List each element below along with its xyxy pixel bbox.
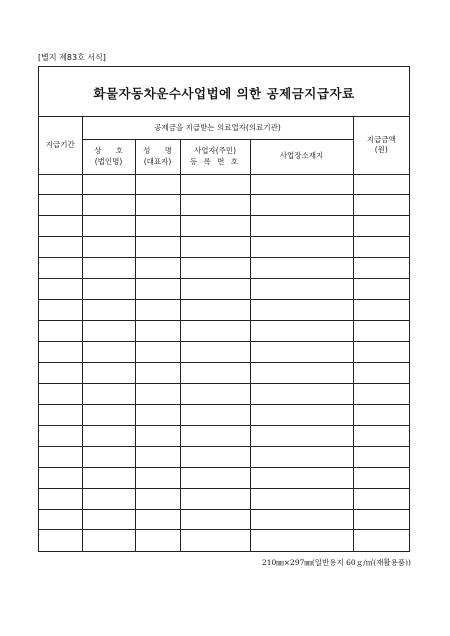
table-row xyxy=(39,258,409,279)
header-biz-no-sub: 등 록 번 호 xyxy=(189,156,241,166)
cell-biz-no[interactable] xyxy=(180,342,250,363)
header-biz-no-label: 사업자(주민) xyxy=(193,146,237,156)
cell-biz-no[interactable] xyxy=(180,425,250,446)
cell-trade-name[interactable] xyxy=(82,174,135,195)
cell-address[interactable] xyxy=(250,446,353,467)
cell-name[interactable] xyxy=(135,195,180,216)
cell-amount[interactable] xyxy=(353,342,409,363)
cell-period[interactable] xyxy=(39,530,82,551)
cell-name[interactable] xyxy=(135,509,180,530)
cell-amount[interactable] xyxy=(353,279,409,300)
cell-period[interactable] xyxy=(39,279,82,300)
cell-name[interactable] xyxy=(135,174,180,195)
cell-address[interactable] xyxy=(250,342,353,363)
cell-name[interactable] xyxy=(135,321,180,342)
cell-amount[interactable] xyxy=(353,446,409,467)
table-row xyxy=(39,279,409,300)
table-row xyxy=(39,383,409,404)
cell-biz-no[interactable] xyxy=(180,404,250,425)
cell-trade-name[interactable] xyxy=(82,216,135,237)
header-address xyxy=(250,139,353,174)
header-name-sub: (대표자) xyxy=(143,156,172,166)
cell-amount[interactable] xyxy=(353,530,409,551)
form-frame xyxy=(38,66,410,552)
cell-amount[interactable] xyxy=(353,321,409,342)
header-provider-group-label: 공제금을 지급받는 의료업자(의료기관) xyxy=(154,122,281,132)
cell-period[interactable] xyxy=(39,195,82,216)
form-title: 화물자동차운수사업법에 의한 공제금지급자료 xyxy=(93,85,355,101)
cell-biz-no[interactable] xyxy=(180,446,250,467)
cell-address[interactable] xyxy=(250,530,353,551)
table-row xyxy=(39,530,409,551)
cell-name[interactable] xyxy=(135,342,180,363)
cell-name[interactable] xyxy=(135,300,180,321)
cell-biz-no[interactable] xyxy=(180,258,250,279)
cell-name[interactable] xyxy=(135,467,180,488)
cell-address[interactable] xyxy=(250,509,353,530)
cell-period[interactable] xyxy=(39,321,82,342)
cell-name[interactable] xyxy=(135,279,180,300)
cell-name[interactable] xyxy=(135,216,180,237)
cell-trade-name[interactable] xyxy=(82,509,135,530)
cell-period[interactable] xyxy=(39,216,82,237)
header-trade-name-label: 상 호 xyxy=(94,146,129,156)
table-row xyxy=(39,488,409,509)
cell-trade-name[interactable] xyxy=(82,342,135,363)
cell-amount[interactable] xyxy=(353,425,409,446)
table-row xyxy=(39,446,409,467)
header-name xyxy=(135,139,180,174)
cell-trade-name[interactable] xyxy=(82,488,135,509)
cell-name[interactable] xyxy=(135,258,180,279)
header-address-label: 사업장소재지 xyxy=(279,151,324,161)
cell-biz-no[interactable] xyxy=(180,467,250,488)
cell-trade-name[interactable] xyxy=(82,195,135,216)
table-row xyxy=(39,425,409,446)
cell-name[interactable] xyxy=(135,383,180,404)
cell-name[interactable] xyxy=(135,488,180,509)
table-row xyxy=(39,195,409,216)
cell-address[interactable] xyxy=(250,258,353,279)
table-row xyxy=(39,342,409,363)
paper-spec-footer: 210㎜×297㎜(일반용지 60ｇ/㎡(재활용품)) xyxy=(261,558,411,567)
table-row xyxy=(39,404,409,425)
cell-name[interactable] xyxy=(135,237,180,258)
cell-period[interactable] xyxy=(39,237,82,258)
cell-biz-no[interactable] xyxy=(180,174,250,195)
cell-amount[interactable] xyxy=(353,174,409,195)
cell-biz-no[interactable] xyxy=(180,216,250,237)
table-row xyxy=(39,509,409,530)
cell-period[interactable] xyxy=(39,488,82,509)
cell-biz-no[interactable] xyxy=(180,488,250,509)
table-row xyxy=(39,216,409,237)
table-row xyxy=(39,321,409,342)
cell-biz-no[interactable] xyxy=(180,321,250,342)
cell-amount[interactable] xyxy=(353,195,409,216)
cell-trade-name[interactable] xyxy=(82,467,135,488)
form-number-label: [별지 제83호 서식] xyxy=(38,53,106,62)
cell-trade-name[interactable] xyxy=(82,530,135,551)
cell-name[interactable] xyxy=(135,446,180,467)
cell-trade-name[interactable] xyxy=(82,425,135,446)
cell-period[interactable] xyxy=(39,446,82,467)
table-row xyxy=(39,174,409,195)
cell-trade-name[interactable] xyxy=(82,362,135,383)
cell-period[interactable] xyxy=(39,300,82,321)
cell-trade-name[interactable] xyxy=(82,383,135,404)
header-name-label: 성 명 xyxy=(143,146,178,156)
table-row xyxy=(39,237,409,258)
cell-amount[interactable] xyxy=(353,362,409,383)
cell-trade-name[interactable] xyxy=(82,404,135,425)
cell-amount[interactable] xyxy=(353,404,409,425)
cell-biz-no[interactable] xyxy=(180,195,250,216)
header-trade-name-sub: (법인명) xyxy=(94,156,123,166)
cell-period[interactable] xyxy=(39,342,82,363)
cell-amount[interactable] xyxy=(353,237,409,258)
cell-address[interactable] xyxy=(250,321,353,342)
header-biz-no xyxy=(180,139,250,174)
table-row xyxy=(39,467,409,488)
cell-name[interactable] xyxy=(135,362,180,383)
cell-biz-no[interactable] xyxy=(180,279,250,300)
cell-trade-name[interactable] xyxy=(82,258,135,279)
cell-period[interactable] xyxy=(39,174,82,195)
cell-trade-name[interactable] xyxy=(82,279,135,300)
cell-address[interactable] xyxy=(250,425,353,446)
cell-address[interactable] xyxy=(250,195,353,216)
cell-amount[interactable] xyxy=(353,467,409,488)
title-area xyxy=(39,67,409,117)
cell-address[interactable] xyxy=(250,300,353,321)
cell-biz-no[interactable] xyxy=(180,383,250,404)
cell-biz-no[interactable] xyxy=(180,362,250,383)
header-trade-name xyxy=(82,139,135,174)
payment-table xyxy=(39,117,409,551)
header-row-top xyxy=(39,117,409,139)
cell-biz-no[interactable] xyxy=(180,530,250,551)
header-amount xyxy=(353,117,409,174)
cell-period[interactable] xyxy=(39,383,82,404)
cell-address[interactable] xyxy=(250,467,353,488)
cell-period[interactable] xyxy=(39,425,82,446)
cell-amount[interactable] xyxy=(353,300,409,321)
header-amount-unit: (원) xyxy=(374,145,388,155)
cell-biz-no[interactable] xyxy=(180,509,250,530)
cell-amount[interactable] xyxy=(353,383,409,404)
cell-biz-no[interactable] xyxy=(180,300,250,321)
cell-period[interactable] xyxy=(39,509,82,530)
cell-address[interactable] xyxy=(250,404,353,425)
cell-amount[interactable] xyxy=(353,488,409,509)
cell-biz-no[interactable] xyxy=(180,237,250,258)
cell-amount[interactable] xyxy=(353,258,409,279)
table-row xyxy=(39,300,409,321)
cell-address[interactable] xyxy=(250,216,353,237)
cell-address[interactable] xyxy=(250,237,353,258)
table-row xyxy=(39,362,409,383)
header-amount-label: 지급금액 xyxy=(366,135,396,145)
header-period xyxy=(39,117,82,174)
cell-trade-name[interactable] xyxy=(82,300,135,321)
cell-period[interactable] xyxy=(39,258,82,279)
cell-period[interactable] xyxy=(39,467,82,488)
cell-trade-name[interactable] xyxy=(82,321,135,342)
cell-name[interactable] xyxy=(135,530,180,551)
header-period-label: 지급기간 xyxy=(45,140,75,150)
cell-trade-name[interactable] xyxy=(82,446,135,467)
cell-address[interactable] xyxy=(250,488,353,509)
cell-period[interactable] xyxy=(39,362,82,383)
cell-name[interactable] xyxy=(135,425,180,446)
cell-address[interactable] xyxy=(250,279,353,300)
header-provider-group xyxy=(82,117,353,139)
cell-amount[interactable] xyxy=(353,216,409,237)
cell-name[interactable] xyxy=(135,404,180,425)
cell-period[interactable] xyxy=(39,404,82,425)
cell-amount[interactable] xyxy=(353,509,409,530)
cell-address[interactable] xyxy=(250,174,353,195)
cell-address[interactable] xyxy=(250,362,353,383)
cell-address[interactable] xyxy=(250,383,353,404)
cell-trade-name[interactable] xyxy=(82,237,135,258)
